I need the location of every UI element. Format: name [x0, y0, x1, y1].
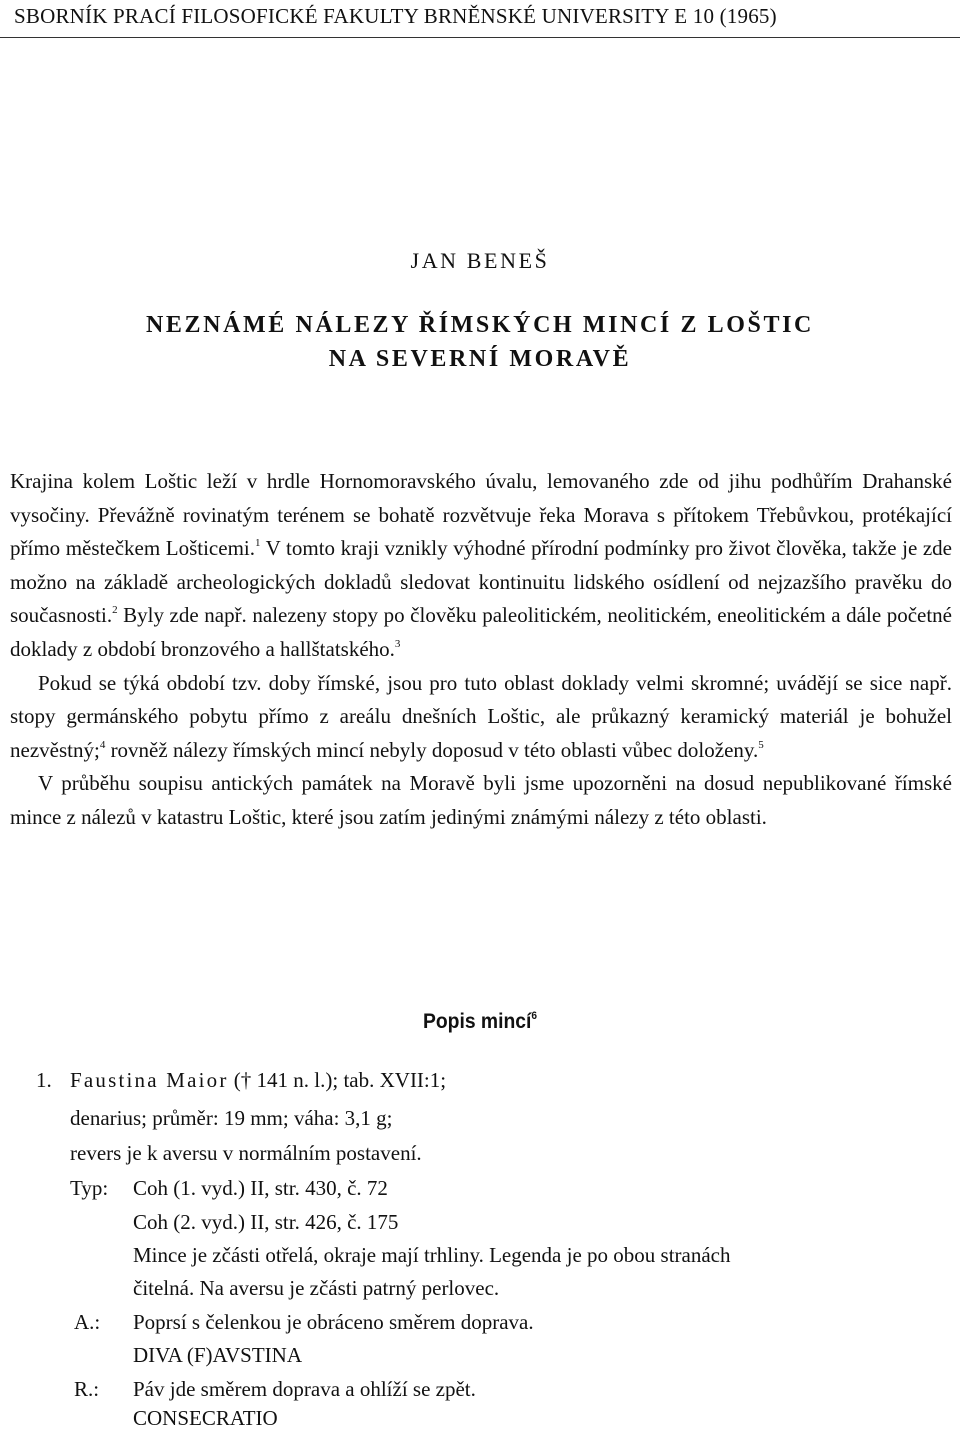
- obverse-legend: DIVA (F)AVSTINA: [133, 1343, 302, 1367]
- footnote-ref-3: 3: [394, 637, 401, 650]
- reverse-description: Páv jde směrem doprava a ohlíží se zpět.: [133, 1377, 476, 1401]
- header-rule: [0, 37, 960, 38]
- paragraph-3: V průběhu soupisu antických památek na Moravě byli jsme upozorněni na dosud nepublikované římské mince z nálezů v katastru Loštic, které jsou zatím jedinými známými nálezy z této oblasti.: [10, 771, 952, 829]
- paragraph-1: [10, 465, 952, 667]
- paragraph-1-text-c: Byly zde např. nalezeny stopy po člověku paleolitickém, neolitickém, eneolitickém a dále početné doklady z období bronzového a hallštatského.: [10, 603, 952, 661]
- obverse-description: Poprsí s čelenkou je obráceno směrem doprava.: [133, 1310, 534, 1334]
- reverse-label: R.:: [74, 1377, 100, 1401]
- coin-date-ref: († 141 n. l.); tab. XVII:1;: [228, 1068, 447, 1092]
- coin-note-line-1: Mince je zčásti otřelá, okraje mají trhliny. Legenda je po obou stranách: [133, 1243, 731, 1267]
- typ-label: Typ:: [70, 1176, 109, 1200]
- paragraph-2: [10, 667, 952, 768]
- section-title-text: Popis mincí: [422, 1010, 532, 1033]
- typ-reference-2: Coh (2. vyd.) II, str. 426, č. 175: [133, 1210, 399, 1234]
- reverse-legend: CONSECRATIO: [133, 1406, 278, 1430]
- coin-note-line-2: čitelná. Na aversu je zčásti patrný perlovec.: [133, 1276, 500, 1300]
- paragraph-1-text-b: V tomto kraji vznikly výhodné přírodní podmínky pro život člověka, takže je zde možno na základě archeologických dokladů sledovat kontinuitu lidského osídlení od nejzazšího pravěku do současnosti.: [10, 536, 952, 628]
- running-head: SBORNÍK PRACÍ FILOSOFICKÉ FAKULTY BRNĚNSKÉ UNIVERSITY E 10 (1965): [14, 4, 777, 28]
- footnote-ref-6: 6: [531, 1010, 538, 1022]
- author-name: JAN BENEŠ: [410, 248, 550, 273]
- footnote-ref-5: 5: [758, 738, 764, 751]
- article-title-line-2: NA SEVERNÍ MORAVĚ: [328, 346, 632, 372]
- footnote-ref-1: 1: [254, 537, 261, 550]
- coin-name: Faustina Maior: [70, 1068, 229, 1092]
- coin-orientation: revers je k aversu v normálním postavení.: [70, 1141, 422, 1165]
- footnote-ref-2: 2: [112, 604, 118, 617]
- typ-reference-1: Coh (1. vyd.) II, str. 430, č. 72: [133, 1176, 388, 1200]
- obverse-label: A.:: [74, 1310, 101, 1334]
- coin-heading: [70, 1068, 446, 1093]
- article-title-line-1: NEZNÁMÉ NÁLEZY ŘÍMSKÝCH MINCÍ Z LOŠTIC: [146, 312, 814, 338]
- article-body: [10, 465, 952, 835]
- paragraph-2-text-b: rovněž nálezy římských mincí nebyly doposud v této oblasti vůbec doloženy.: [105, 737, 759, 762]
- coin-specs: denarius; průměr: 19 mm; váha: 3,1 g;: [70, 1106, 393, 1130]
- paragraph-2-text-a: Pokud se týká období tzv. doby římské, jsou pro tuto oblast doklady velmi skromné; uvádějí se sice např. stopy germánského pobytu přímo z areálu dnešních Loštic, ale průkazný keramický materiál je bohužel nezvěstný;: [10, 670, 952, 762]
- paragraph-1-text-a: Krajina kolem Loštic leží v hrdle Hornomoravského úvalu, lemovaného zde od jihu podhůřím Drahanské vysočiny. Převážně rovinatým terénem se bohatě rozvětvuje řeka Morava s přítokem Třebůvkou, protékající přímo městečkem Lošticemi.: [10, 469, 952, 561]
- footnote-ref-4: 4: [99, 738, 106, 751]
- coin-number: 1.: [36, 1068, 52, 1092]
- section-title: [38, 1010, 921, 1034]
